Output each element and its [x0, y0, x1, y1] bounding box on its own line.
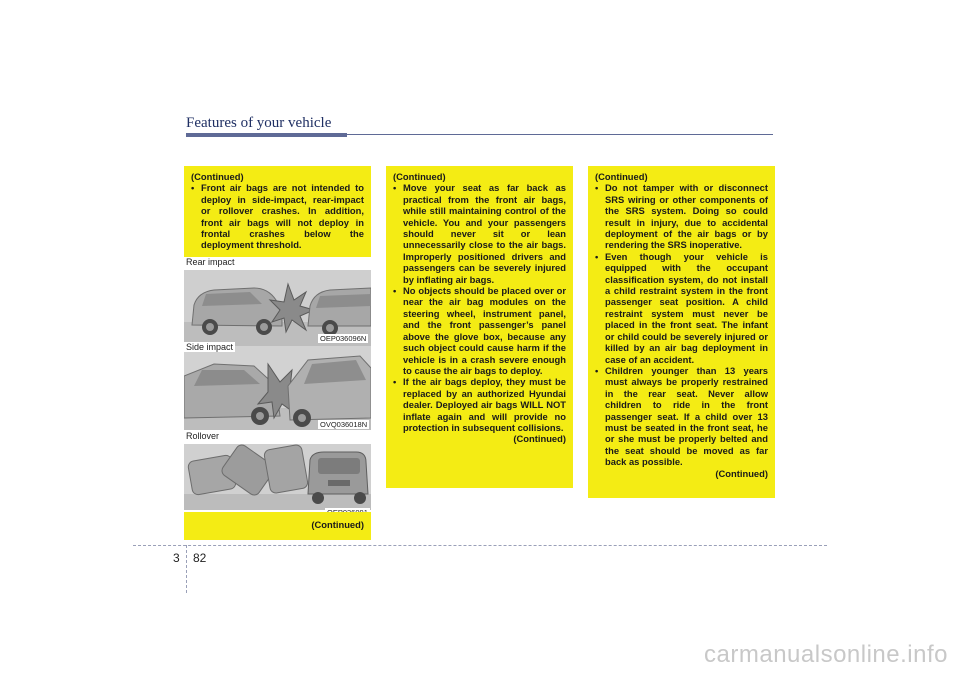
figure-label-side-impact: Side impact	[186, 342, 234, 352]
header-rule	[347, 134, 773, 135]
page-number: 82	[193, 551, 207, 565]
watermark: carmanualsonline.info	[704, 641, 948, 668]
bullet-item: • Even though your vehicle is equipped with the occupant classification system, do not install a child restraint system in the front passenger seat position. A child restraint system must never be placed in the front seat. The infant or child could be severely injured or killed by an air bag deployment in case of an accident.	[595, 251, 768, 365]
figure-code: OEP036096N	[320, 334, 367, 343]
figure-label-rollover: Rollover	[186, 431, 220, 441]
rollover-image	[184, 444, 371, 510]
continued-label: (Continued)	[513, 433, 566, 445]
bullet-item: • Front air bags are not intended to deploy in side-impact, rear-impact or rollover crashes. In addition, front air bags will not deploy in frontal crashes below the deployment threshold.	[191, 182, 364, 250]
bullet-item: • Children younger than 13 years must always be properly restrained in the rear seat. Never allow children to ride in the front passenger seat. If a child over 13 must be seated in the front seat, he or she must be properly belted and the seat should be moved as far back as possible.	[595, 365, 768, 468]
continued-panel-left	[184, 512, 371, 540]
bullet-list	[191, 182, 364, 250]
footer-divider	[186, 545, 187, 593]
bullet-item: • No objects should be placed over or near the air bag modules on the steering wheel, instrument panel, and the front passenger’s panel above the glove box, because any such object could cause harm if the vehicle is in a crash severe enough to cause the air bags to deploy.	[393, 285, 566, 376]
chapter-number: 3	[173, 551, 180, 565]
continued-label: (Continued)	[191, 171, 244, 182]
warning-panel-middle	[386, 166, 573, 488]
side-impact-illustration	[184, 346, 371, 430]
header-rule-accent	[186, 133, 347, 137]
continued-label: (Continued)	[595, 171, 648, 182]
bullet-item: • Do not tamper with or disconnect SRS wiring or other components of the SRS system. Doing so could result in injury, due to accidental deployment of the air bags or by rendering the SRS inoperative.	[595, 182, 768, 250]
bullet-item: • If the air bags deploy, they must be replaced by an authorized Hyundai dealer. Deployed air bags WILL NOT inflate again and will provide no protection in subsequent collisions.	[393, 376, 566, 433]
figure-code: OVQ036018N	[320, 420, 368, 429]
footer-rule	[133, 545, 827, 546]
rollover-illustration	[184, 444, 371, 510]
continued-label: (Continued)	[715, 467, 768, 479]
bullet-item: • Move your seat as far back as practical from the front air bags, while still maintaining control of the vehicle. You and your passengers should never sit or lean unnecessarily close to the air bags. Improperly positioned drivers and passengers can be severely injured by inflating air bags.	[393, 182, 566, 285]
continued-label: (Continued)	[311, 519, 364, 530]
warning-panel-left	[184, 166, 371, 257]
side-impact-image	[184, 346, 371, 430]
section-title: Features of your vehicle	[186, 115, 332, 131]
figure-label-rear-impact: Rear impact	[186, 257, 235, 267]
bullet-list	[393, 182, 566, 433]
warning-panel-right	[588, 166, 775, 498]
bullet-list	[595, 182, 768, 467]
continued-label: (Continued)	[393, 171, 446, 182]
